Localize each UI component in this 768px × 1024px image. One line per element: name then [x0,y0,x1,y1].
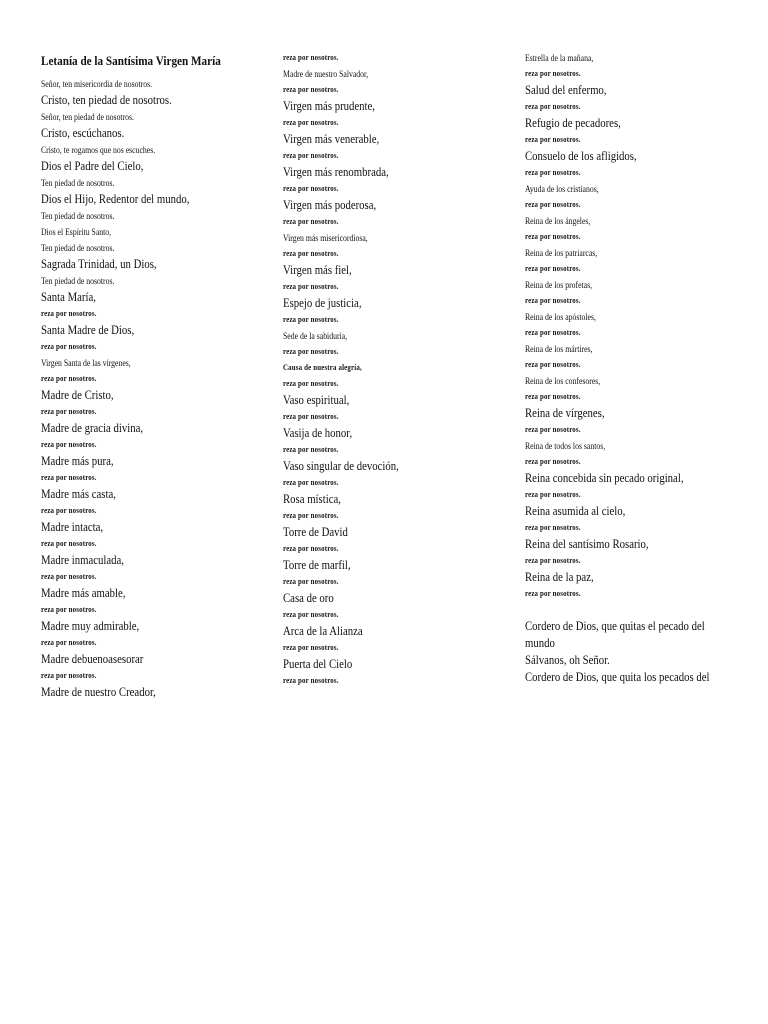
litany-response: reza por nosotros. [283,676,339,685]
litany-response: reza por nosotros. [525,232,581,241]
litany-invocation: Madre intacta, [41,520,104,534]
litany-invocation: Santa María, [41,290,96,304]
litany-invocation: Reina de los mártires, [525,344,593,354]
litany-invocation: Virgen más venerable, [283,132,380,146]
litany-invocation: Espejo de justicia, [283,296,362,310]
litany-invocation: Torre de marfil, [283,558,351,572]
litany-invocation: Ten piedad de nosotros. [41,211,115,221]
litany-invocation: Dios el Hijo, Redentor del mundo, [41,192,190,206]
litany-response: reza por nosotros. [525,168,581,177]
litany-invocation: Cordero de Dios, que quitas el pecado del mundo [525,619,705,650]
litany-invocation: Reina de los ángeles, [525,216,591,226]
section-spacer [525,602,725,618]
litany-invocation: Virgen más renombrada, [283,165,389,179]
litany-invocation: Madre más amable, [41,586,126,600]
litany-response: reza por nosotros. [41,309,97,318]
litany-invocation: Estrella de la mañana, [525,53,594,63]
litany-invocation: Señor, ten piedad de nosotros. [41,112,134,122]
litany-response: reza por nosotros. [525,523,581,532]
litany-invocation: Cristo, escúchanos. [41,126,125,140]
litany-response: reza por nosotros. [41,506,97,515]
litany-response: reza por nosotros. [283,85,339,94]
litany-response: reza por nosotros. [283,315,339,324]
litany-invocation: Reina concebida sin pecado original, [525,471,684,485]
litany-invocation: Cristo, te rogamos que nos escuches. [41,145,156,155]
litany-invocation: Vaso singular de devoción, [283,459,399,473]
litany-invocation: Arca de la Alianza [283,624,363,638]
litany-invocation: Vasija de honor, [283,426,353,440]
litany-response: reza por nosotros. [283,118,339,127]
litany-invocation: Cristo, ten piedad de nosotros. [41,93,172,107]
litany-response: reza por nosotros. [525,425,581,434]
litany-invocation: Reina de todos los santos, [525,441,606,451]
litany-response: reza por nosotros. [283,478,339,487]
litany-invocation: Madre más pura, [41,454,114,468]
litany-column-3 [525,50,725,686]
litany-invocation: Santa Madre de Dios, [41,323,135,337]
litany-response: reza por nosotros. [283,151,339,160]
litany-response: reza por nosotros. [41,638,97,647]
litany-list-column-3 [525,50,725,686]
litany-invocation: Ten piedad de nosotros. [41,243,115,253]
litany-response: reza por nosotros. [283,184,339,193]
litany-response: reza por nosotros. [283,412,339,421]
litany-invocation: Reina de la paz, [525,570,594,584]
litany-invocation: Cordero de Dios, que quita los pecados del [525,670,710,684]
litany-invocation: Puerta del Cielo [283,657,353,671]
litany-invocation: Dios el Espíritu Santo, [41,227,112,237]
litany-list-column-1 [41,76,266,701]
litany-response: reza por nosotros. [283,282,339,291]
litany-response: reza por nosotros. [283,610,339,619]
litany-invocation: Reina de los apóstoles, [525,312,596,322]
litany-response: reza por nosotros. [525,589,581,598]
litany-response: reza por nosotros. [283,643,339,652]
litany-response: reza por nosotros. [283,445,339,454]
litany-invocation: Ayuda de los cristianos, [525,184,599,194]
litany-invocation: Salud del enfermo, [525,83,607,97]
litany-response: reza por nosotros. [283,347,339,356]
litany-response: reza por nosotros. [525,392,581,401]
litany-invocation: Sálvanos, oh Señor. [525,653,610,667]
litany-response: reza por nosotros. [283,379,339,388]
litany-invocation: Madre más casta, [41,487,116,501]
litany-column-1 [41,50,266,701]
litany-response: reza por nosotros. [41,407,97,416]
litany-invocation: Virgen más misericordiosa, [283,233,368,243]
litany-response: reza por nosotros. [525,135,581,144]
litany-invocation: Dios el Padre del Cielo, [41,159,144,173]
litany-invocation: Virgen más fiel, [283,263,352,277]
litany-response: reza por nosotros. [283,544,339,553]
litany-invocation: Madre de nuestro Creador, [41,685,156,699]
litany-invocation: Reina del santísimo Rosario, [525,537,649,551]
litany-invocation: Virgen Santa de las vírgenes, [41,358,131,368]
litany-response: reza por nosotros. [525,264,581,273]
litany-response: Causa de nuestra alegría, [283,363,362,372]
litany-invocation: Virgen más poderosa, [283,198,377,212]
litany-invocation: Refugio de pecadores, [525,116,621,130]
litany-response: reza por nosotros. [41,440,97,449]
litany-response: reza por nosotros. [41,342,97,351]
litany-response: reza por nosotros. [525,490,581,499]
litany-invocation: Madre debuenoasesorar [41,652,144,666]
litany-response: reza por nosotros. [283,249,339,258]
litany-column-2 [283,50,508,689]
litany-response: reza por nosotros. [41,671,97,680]
litany-invocation: Madre de gracia divina, [41,421,144,435]
litany-response: reza por nosotros. [525,556,581,565]
document-title: Letanía de la Santísima Virgen María [41,53,221,68]
litany-list-column-2 [283,50,508,689]
litany-response: reza por nosotros. [283,577,339,586]
litany-response: reza por nosotros. [525,328,581,337]
litany-invocation: Casa de oro [283,591,334,605]
litany-invocation: Rosa mística, [283,492,341,506]
litany-response: reza por nosotros. [41,605,97,614]
litany-response: reza por nosotros. [41,572,97,581]
litany-response: reza por nosotros. [283,511,339,520]
litany-invocation: Sede de la sabiduría, [283,331,348,341]
litany-response: reza por nosotros. [41,473,97,482]
litany-invocation: Reina de los patriarcas, [525,248,598,258]
litany-invocation: Madre de nuestro Salvador, [283,69,369,79]
litany-invocation: Torre de David [283,525,348,539]
litany-response: reza por nosotros. [283,217,339,226]
litany-invocation: Reina asumida al cielo, [525,504,626,518]
litany-invocation: Madre inmaculada, [41,553,124,567]
litany-invocation: Consuelo de los afligidos, [525,149,637,163]
litany-response: reza por nosotros. [525,296,581,305]
litany-invocation: Madre muy admirable, [41,619,140,633]
litany-invocation: Sagrada Trinidad, un Dios, [41,257,157,271]
litany-response: reza por nosotros. [41,374,97,383]
litany-response: reza por nosotros. [525,102,581,111]
litany-invocation: Reina de los profetas, [525,280,593,290]
litany-response: reza por nosotros. [283,53,339,62]
litany-invocation: Reina de vírgenes, [525,406,605,420]
litany-invocation: Madre de Cristo, [41,388,114,402]
litany-response: reza por nosotros. [525,69,581,78]
litany-invocation: Ten piedad de nosotros. [41,276,115,286]
litany-response: reza por nosotros. [525,360,581,369]
litany-invocation: Virgen más prudente, [283,99,376,113]
litany-invocation: Señor, ten misericordia de nosotros. [41,79,153,89]
litany-invocation: Ten piedad de nosotros. [41,178,115,188]
litany-invocation: Reina de los confesores, [525,376,601,386]
litany-invocation: Vaso espiritual, [283,393,350,407]
litany-response: reza por nosotros. [41,539,97,548]
litany-response: reza por nosotros. [525,457,581,466]
litany-response: reza por nosotros. [525,200,581,209]
